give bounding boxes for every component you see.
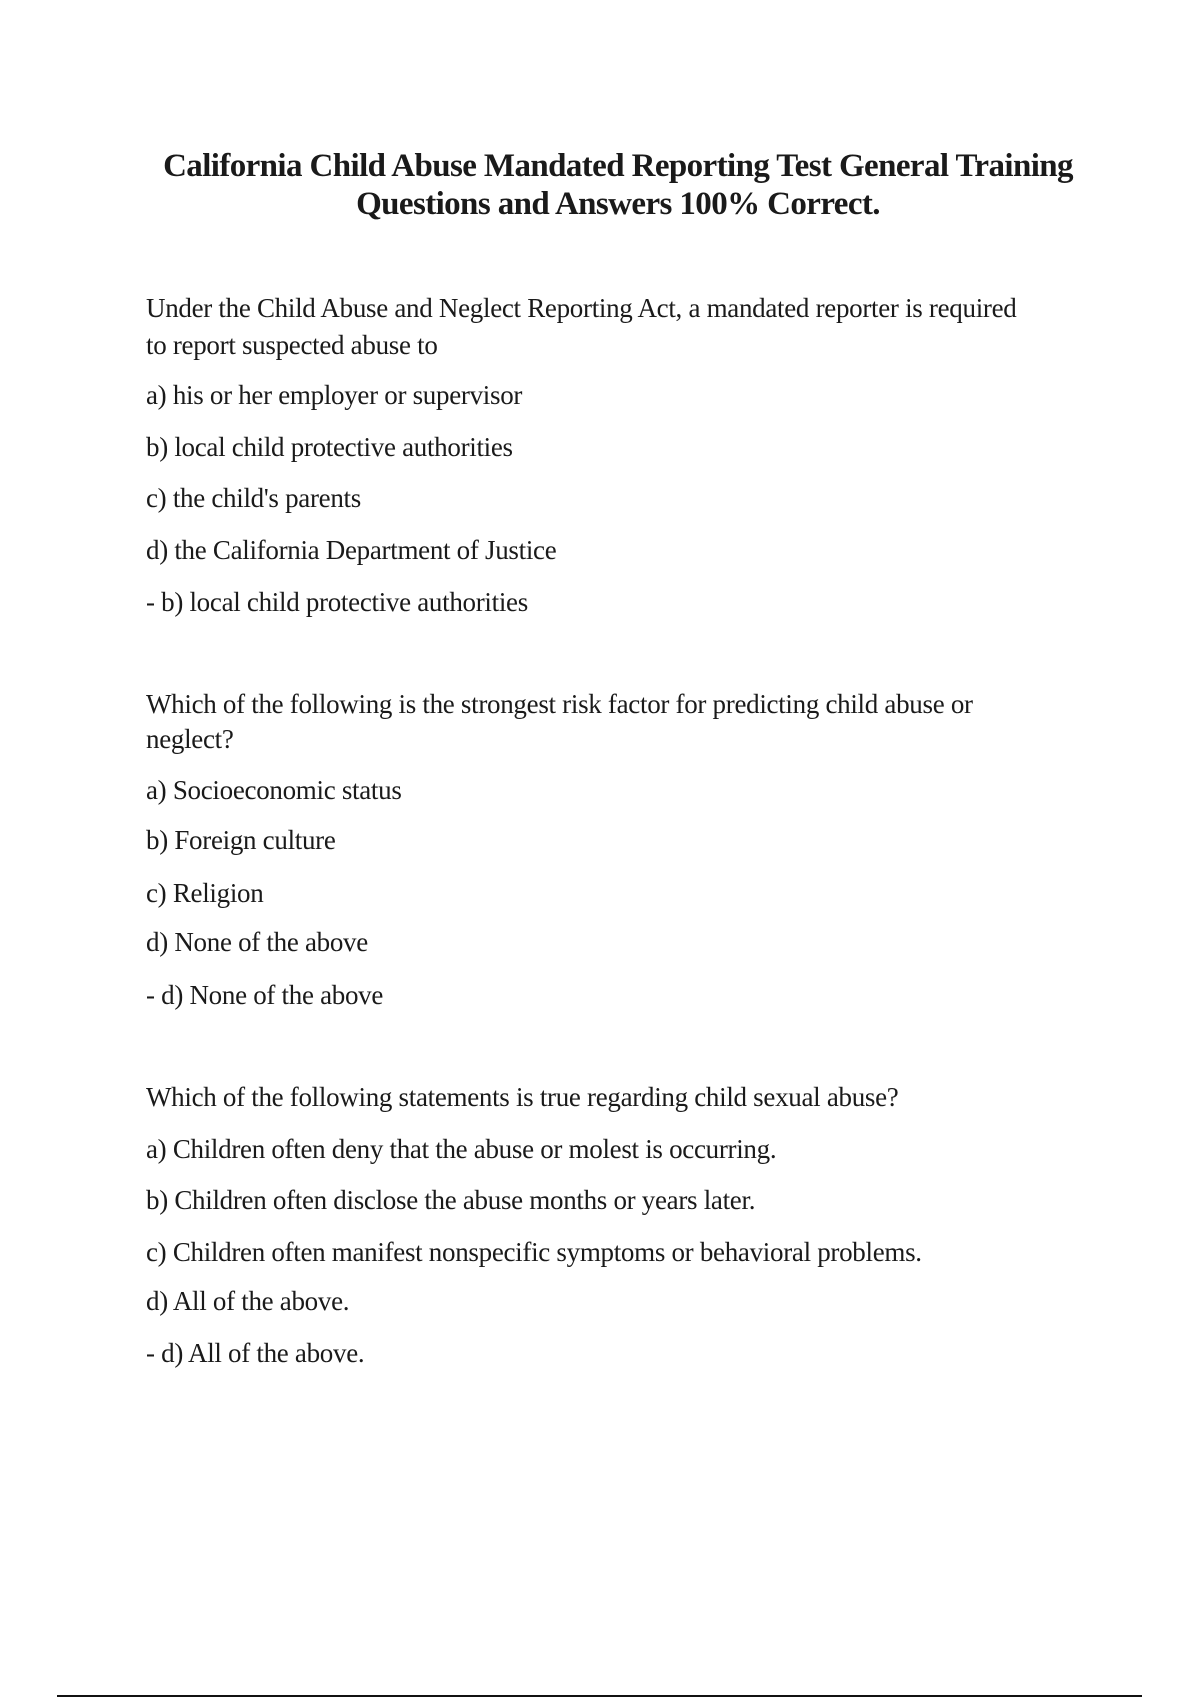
answer: - d) None of the above (146, 980, 384, 1010)
question-text: Which of the following is the strongest risk factor for predicting child abuse or (146, 689, 973, 719)
option: a) Children often deny that the abuse or molest is occurring. (146, 1134, 777, 1164)
option: a) Socioeconomic status (146, 775, 402, 805)
answer: - d) All of the above. (146, 1338, 365, 1368)
option: c) the child's parents (146, 483, 361, 513)
answer: - b) local child protective authorities (146, 587, 528, 617)
option: c) Religion (146, 878, 264, 908)
option: c) Children often manifest nonspecific symptoms or behavioral problems. (146, 1237, 922, 1267)
option: a) his or her employer or supervisor (146, 380, 523, 410)
option: b) Children often disclose the abuse months or years later. (146, 1185, 756, 1215)
footer-divider (57, 1695, 1142, 1697)
question-text: to report suspected abuse to (146, 330, 438, 360)
question-text: Under the Child Abuse and Neglect Reporting Act, a mandated reporter is required (146, 293, 1017, 323)
option: d) the California Department of Justice (146, 535, 557, 565)
document-title-line-2: Questions and Answers 100% Correct. (356, 186, 880, 222)
option: b) Foreign culture (146, 825, 336, 855)
option: b) local child protective authorities (146, 432, 513, 462)
option: d) None of the above (146, 927, 368, 957)
option: d) All of the above. (146, 1286, 350, 1316)
question-text: Which of the following statements is true regarding child sexual abuse? (146, 1082, 899, 1112)
question-text: neglect? (146, 724, 234, 754)
document-title-line-1: California Child Abuse Mandated Reporting Test General Training (163, 148, 1073, 184)
